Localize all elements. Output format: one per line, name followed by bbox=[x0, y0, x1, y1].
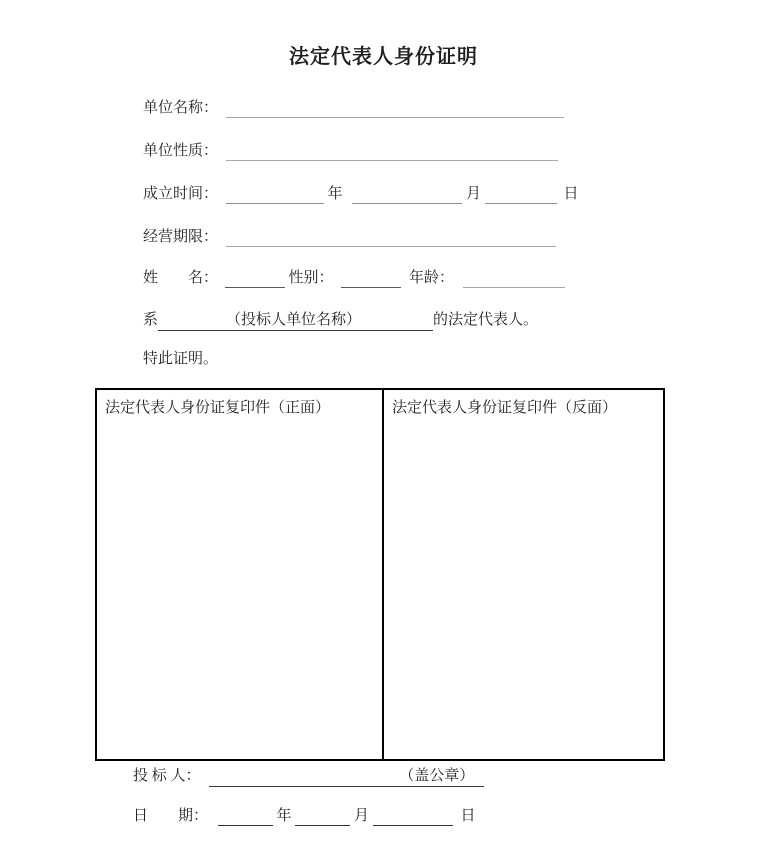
id-copy-front-cell bbox=[97, 390, 384, 759]
representative-unit-underline-group bbox=[158, 310, 433, 331]
established-month-label: 月 bbox=[466, 186, 482, 202]
date-month-label: 月 bbox=[354, 808, 370, 824]
hereby-text: 特此证明。 bbox=[143, 351, 219, 367]
bidder-blank-line bbox=[209, 779, 399, 780]
established-year-label: 年 bbox=[327, 186, 343, 202]
date-year-blank-line bbox=[218, 808, 273, 826]
representative-suffix: 的法定代表人。 bbox=[433, 312, 539, 328]
field-row-business-term bbox=[143, 227, 556, 247]
business-term-blank-line bbox=[226, 229, 556, 247]
representative-blank-right bbox=[361, 323, 433, 324]
person-age-blank-line bbox=[463, 270, 565, 288]
date-day-blank-line bbox=[373, 808, 453, 826]
date-month-blank-line bbox=[295, 808, 350, 826]
established-day-label: 日 bbox=[563, 186, 579, 202]
unit-name-blank-line bbox=[226, 100, 564, 118]
established-month-blank-line bbox=[352, 186, 462, 204]
bidder-blank-tail bbox=[474, 779, 484, 780]
footer-row-bidder bbox=[133, 766, 484, 787]
established-day-blank-line bbox=[485, 186, 557, 204]
id-copy-back-header: 法定代表人身份证复印件（反面） bbox=[392, 400, 618, 416]
person-name-blank-line bbox=[225, 270, 285, 288]
field-row-established bbox=[143, 184, 579, 204]
date-label: 日 期： bbox=[133, 808, 209, 824]
representative-blank-left bbox=[158, 323, 220, 324]
field-row-representative bbox=[143, 310, 538, 331]
document-title: 法定代表人身份证明 bbox=[289, 46, 478, 68]
unit-nature-blank-line bbox=[226, 143, 558, 161]
person-gender-label: 性别： bbox=[288, 270, 334, 286]
date-day-label: 日 bbox=[460, 808, 476, 824]
bidder-unit-name-note: （投标人单位名称） bbox=[226, 312, 362, 328]
established-label: 成立时间： bbox=[143, 186, 219, 202]
date-year-label: 年 bbox=[276, 808, 292, 824]
bidder-label: 投 标 人： bbox=[133, 768, 201, 784]
field-row-person bbox=[143, 268, 565, 288]
business-term-label: 经营期限： bbox=[143, 229, 219, 245]
seal-note: （盖公章） bbox=[399, 768, 475, 784]
established-year-blank-line bbox=[226, 186, 324, 204]
id-copy-front-header: 法定代表人身份证复印件（正面） bbox=[105, 400, 331, 416]
hereby-statement bbox=[143, 349, 218, 369]
id-copy-table bbox=[95, 388, 665, 761]
field-row-unit-nature bbox=[143, 141, 558, 161]
person-name-label: 姓 名： bbox=[143, 270, 219, 286]
footer-row-date bbox=[133, 806, 476, 826]
unit-nature-label: 单位性质： bbox=[143, 143, 219, 159]
unit-name-label: 单位名称： bbox=[143, 100, 219, 116]
person-gender-blank-line bbox=[341, 270, 401, 288]
person-age-label: 年龄： bbox=[409, 270, 455, 286]
representative-prefix: 系 bbox=[143, 312, 159, 328]
id-copy-back-cell bbox=[384, 390, 663, 759]
field-row-unit-name bbox=[143, 98, 564, 118]
bidder-signature-underline-group bbox=[209, 766, 484, 787]
